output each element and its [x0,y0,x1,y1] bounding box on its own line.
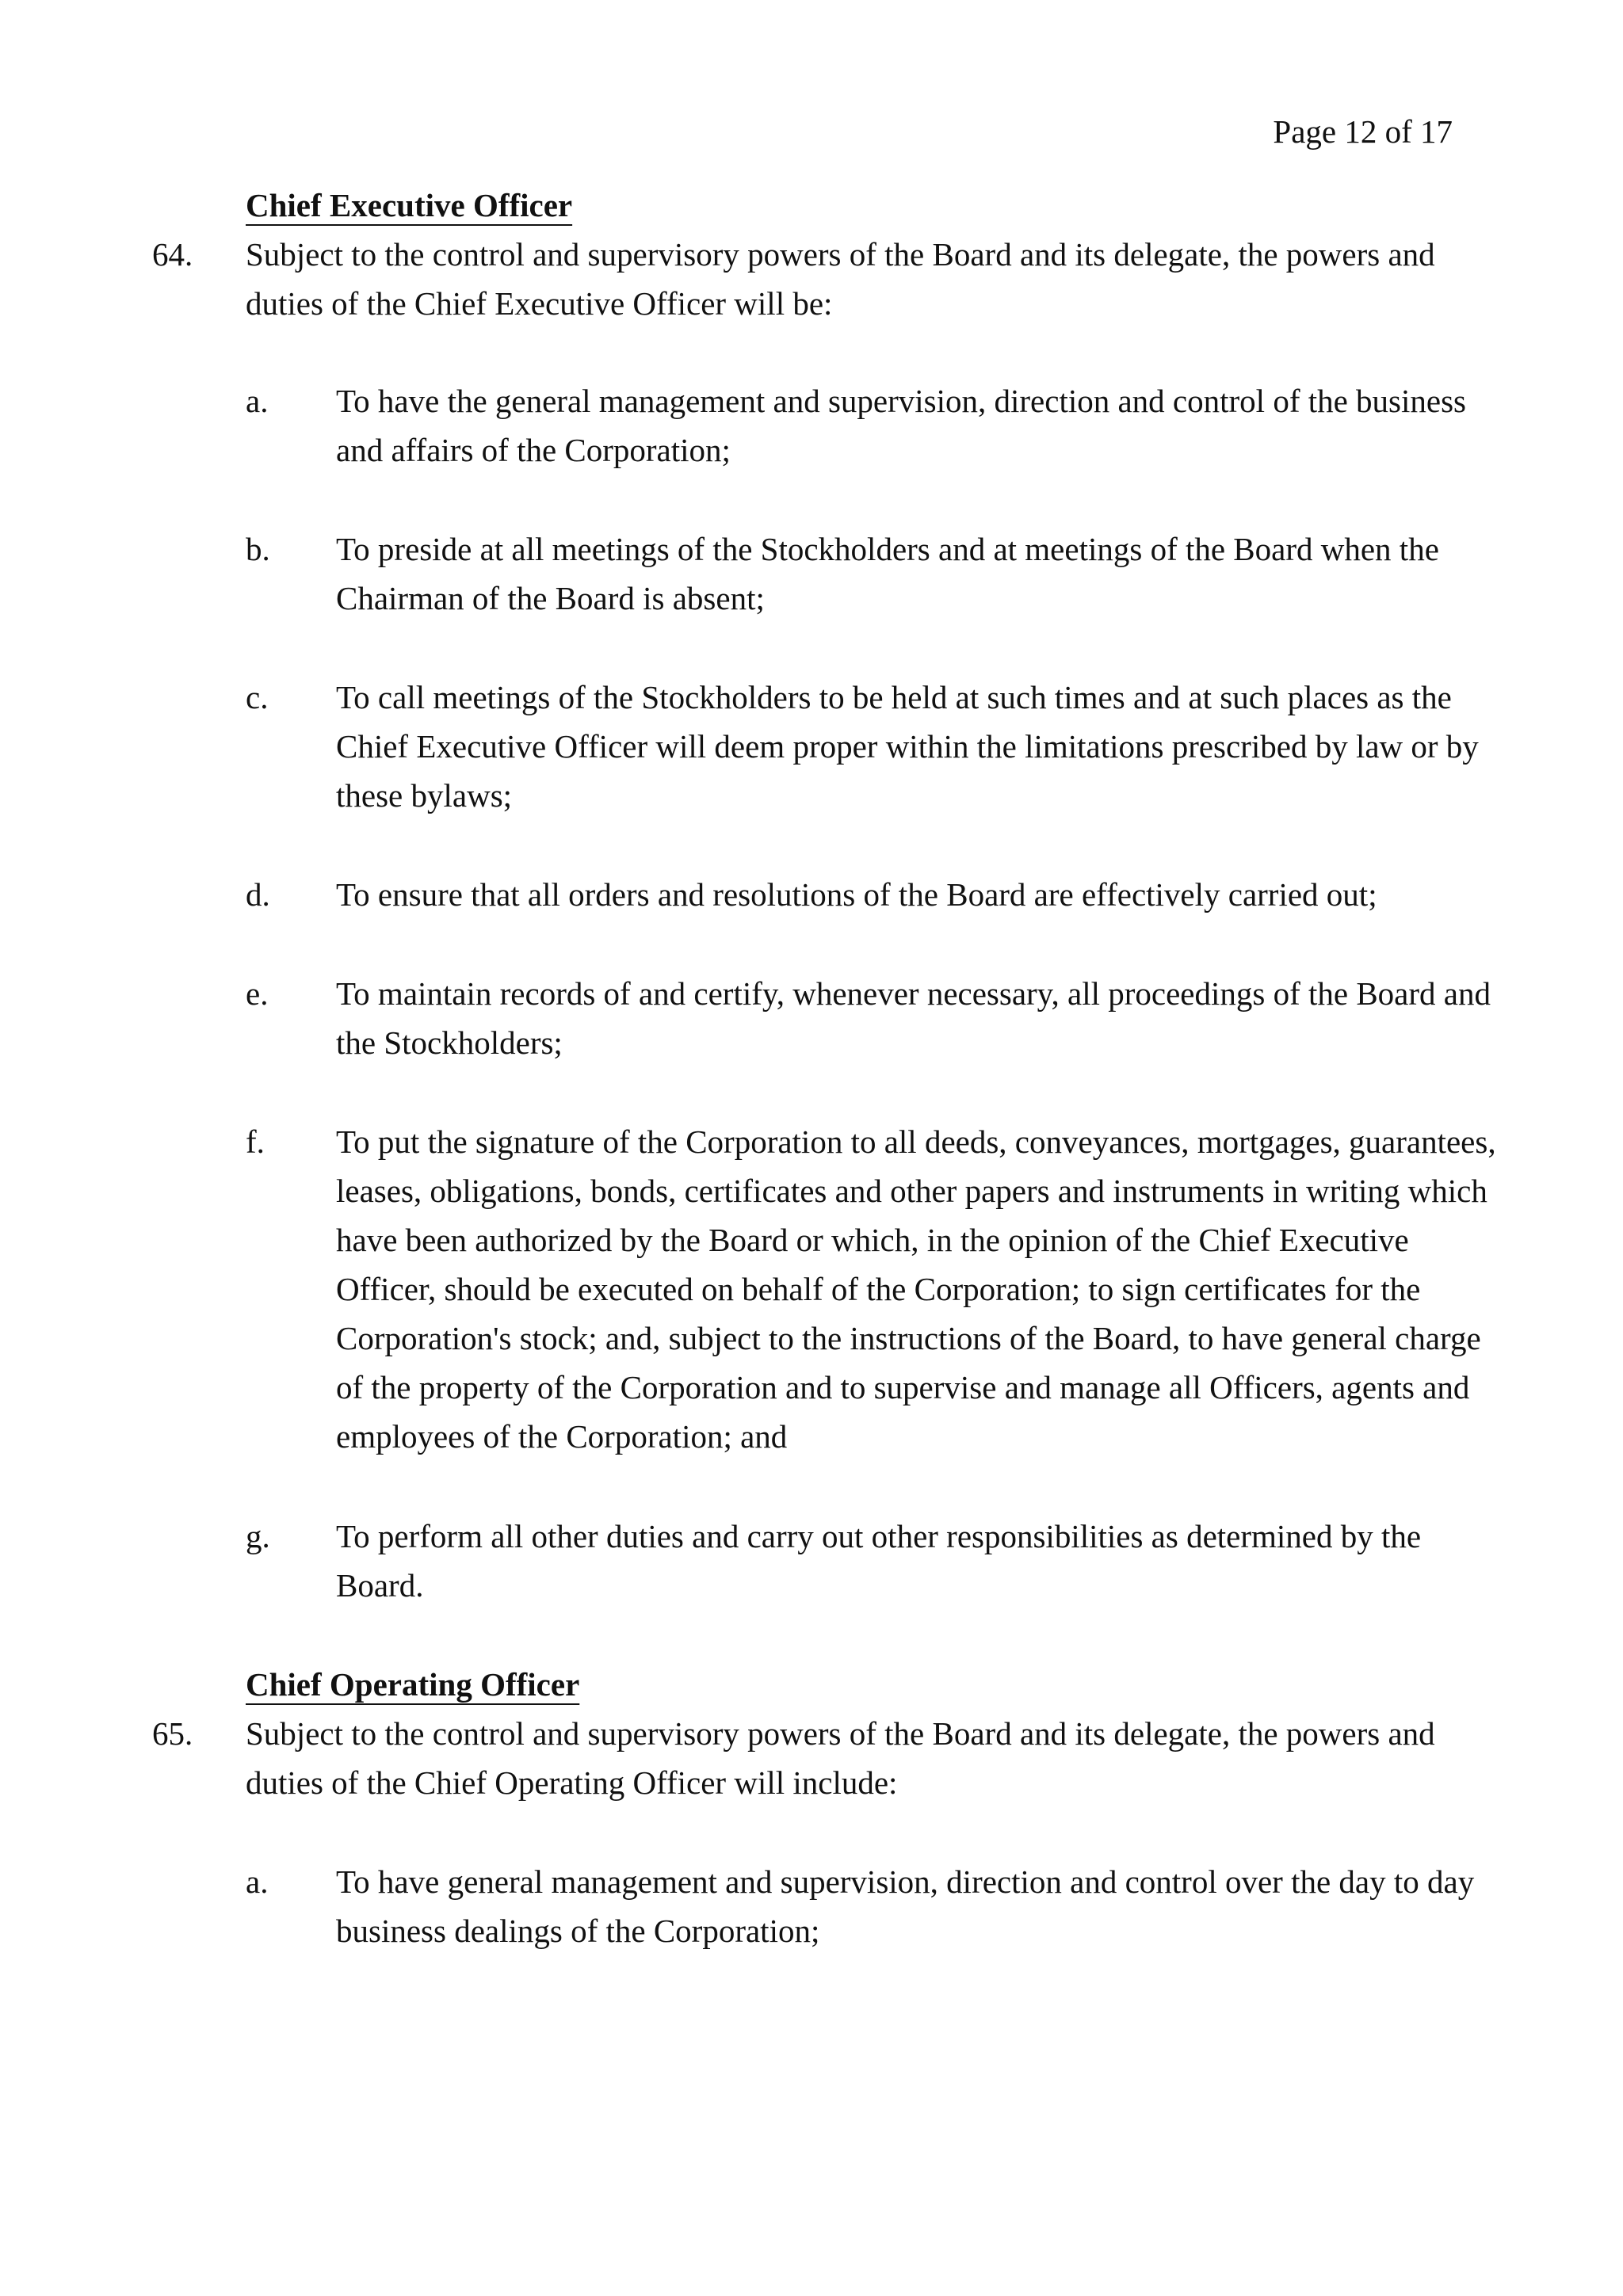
paragraph-number: 65. [152,1715,193,1752]
list-item-text: To put the signature of the Corporation to all deeds, conveyances, mortgages, guarantees, leases, obligations, bonds, certificates and other papers and instruments in writing which have been authorized by the Board or which, in the opinion of the Chief Executive Officer, should be executed on behalf of the Corporation; to sign certificates for the Corporation's stock; and, subject to the instructions of the Board, to have general charge of the property of the Corporation and to supervise and manage all Officers, agents and employees of the Corporation; and [336,1123,1496,1455]
list-item-text: To maintain records of and certify, whenever necessary, all proceedings of the Board and the Stockholders; [336,975,1491,1061]
list-item-letter: a. [246,1863,269,1900]
list-item-text: To ensure that all orders and resolutions of the Board are effectively carried out; [336,876,1377,913]
paragraph-text: Subject to the control and supervisory powers of the Board and its delegate, the powers and duties of the Chief Executive Officer will be: [246,236,1435,322]
list-item-letter: f. [246,1123,265,1160]
list-item-text: To perform all other duties and carry out other responsibilities as determined by the Board. [336,1518,1422,1604]
paragraph-number: 64. [152,236,193,273]
list-item-letter: c. [246,679,269,715]
section-heading-ceo: Chief Executive Officer [246,187,573,223]
paragraph-text: Subject to the control and supervisory powers of the Board and its delegate, the powers and duties of the Chief Operating Officer will include: [246,1715,1435,1801]
list-item-letter: d. [246,876,270,913]
page-number: Page 12 of 17 [1273,113,1453,150]
section-heading-coo: Chief Operating Officer [246,1666,580,1703]
list-item-letter: e. [246,975,269,1012]
list-item-letter: b. [246,531,270,567]
list-item-text: To call meetings of the Stockholders to be held at such times and at such places as the Chief Executive Officer will deem proper within the limitations prescribed by law or by these bylaws; [336,679,1479,814]
list-item-text: To have general management and supervision, direction and control over the day to day business dealings of the Corporation; [336,1863,1475,1949]
list-item-text: To preside at all meetings of the Stockholders and at meetings of the Board when the Chairman of the Board is absent; [336,531,1439,616]
list-item-letter: g. [246,1518,270,1554]
list-item-text: To have the general management and supervision, direction and control of the business and affairs of the Corporation; [336,383,1467,468]
list-item-letter: a. [246,383,269,419]
